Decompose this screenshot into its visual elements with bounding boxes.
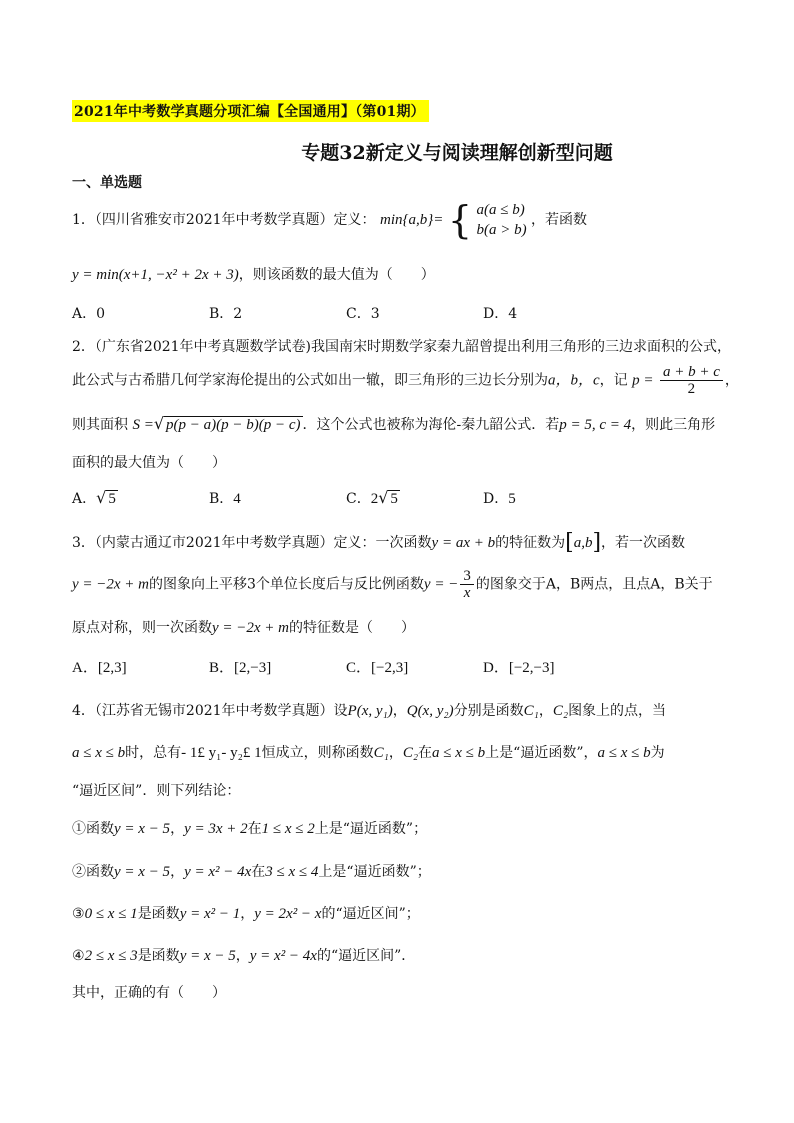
q3-options	[72, 656, 732, 677]
q2-p-end: ，	[724, 372, 739, 389]
q2-line-3	[72, 414, 715, 434]
q3-line-3	[72, 617, 415, 637]
q3-line-3-end: 的特征数是（ ）	[289, 620, 416, 636]
q2-line-3-mid: ．这个公式也被称为海伦-秦九韶公式．若	[302, 417, 560, 433]
q1-cases	[448, 200, 527, 240]
q2-line-4: 面积的最大值为（ ）	[72, 455, 226, 471]
q4-item-2: ②函数y = x − 5，y = x² − 4x在3 ≤ x ≤ 4上是“逼近函数”；	[72, 864, 431, 880]
q2-line-2-text: 此公式与古希腊几何学家海伦提出的公式如出一辙，即三角形的三边长分别为	[72, 372, 548, 389]
q2-line-1: 2．（广东省2021年中考真题数学试卷)我国南宋时期数学家秦九韶曾提出利用三角形的三边求面积的公式，	[72, 339, 731, 355]
q1-line-2	[72, 264, 435, 284]
q3-line-1	[72, 530, 685, 555]
q4-inequality: - 1£ y₁- y₂£ 1	[181, 745, 262, 761]
q4-sep: ，	[392, 703, 407, 719]
q2-line-2	[72, 364, 739, 397]
q1-options	[72, 303, 732, 323]
q2-cond: p = 5, c = 4	[559, 417, 632, 433]
q1-brace: {	[447, 198, 473, 242]
radical-icon: √	[378, 488, 389, 507]
q4-c1: C₁	[523, 703, 539, 719]
q2-options	[72, 488, 732, 508]
q4-cond: a ≤ x ≤ b	[72, 745, 126, 761]
q3-func-3: y = −2x + m	[212, 620, 290, 636]
q1-option-c[interactable]: C．3	[346, 306, 380, 322]
q2-line-2-mid: ，记	[599, 372, 628, 389]
q4-item-1: ①函数y = x − 5，y = 3x + 2在1 ≤ x ≤ 2上是“逼近函数”；	[72, 821, 428, 837]
q3-line-2-end: 的图象交于A，B两点，且点A，B关于	[475, 576, 713, 593]
q4-line-3: “逼近区间”．则下列结论：	[72, 783, 241, 799]
q2-p-fraction	[660, 364, 723, 397]
q3-inv-den: x	[463, 585, 471, 601]
q1-func: y = min(x+1, −x² + 2x + 3)	[72, 267, 239, 283]
q2-s-eq: S =	[132, 417, 154, 433]
q3-line-2-mid: 的图象向上平移3个单位长度后与反比例函数	[149, 576, 424, 593]
q1-ask: ，则该函数的最大值为（ ）	[238, 267, 435, 283]
q3-line-1-mid: 的特征数为	[495, 535, 566, 551]
q2-p-den: 2	[687, 381, 696, 397]
page-title: 专题32新定义与阅读理解创新型问题	[301, 142, 613, 164]
q3-option-c[interactable]: C．[−2,3]	[346, 660, 409, 676]
q2-line-3-pre: 则其面积	[72, 417, 128, 433]
q1-option-b[interactable]: B．2	[209, 306, 243, 322]
q3-option-d[interactable]: D．[−2,−3]	[483, 660, 555, 676]
q1-option-d[interactable]: D．4	[483, 306, 518, 322]
q3-feature: a,b	[573, 535, 593, 551]
q3-line-1-end: ，若一次函数	[601, 535, 686, 551]
q3-line-2	[72, 568, 713, 601]
q4-item-3: ③0 ≤ x ≤ 1是函数y = x² − 1，y = 2x² − x的“逼近区间”；	[72, 906, 420, 922]
q3-option-b[interactable]: B．[2,−3]	[209, 660, 272, 676]
q3-line-3-pre: 原点对称，则一次函数	[72, 620, 212, 636]
q2-radical-icon: √	[153, 414, 165, 433]
q1-def-lhs: min{a,b}=	[380, 212, 444, 228]
q4-line-1: 4．（江苏省无锡市2021年中考数学真题）设P(x, y₁)，Q(x, y₂)分别是函数C₁，C₂图象上的点，当	[72, 703, 667, 719]
q4-line-1-mid: 分别是函数	[453, 703, 524, 719]
q1-suffix: ，若函数	[531, 212, 588, 228]
q3-inv-fraction	[460, 568, 474, 601]
q1-case-2: b(a > b)	[476, 222, 527, 238]
q2-s-radicand: p(p − a)(p − b)(p − c)	[166, 417, 301, 433]
q3-bracket-open-icon: [	[565, 530, 574, 555]
q4-line-1-end: 图象上的点，当	[568, 703, 667, 719]
q3-line-1-pre: 3．（内蒙古通辽市2021年中考数学真题）定义：一次函数	[72, 535, 432, 551]
q4-point-q: Q(x, y₂)	[406, 703, 454, 719]
q2-line-3-end: ，则此三角形	[631, 417, 716, 433]
q1-line-1	[72, 200, 587, 240]
q3-func-2: y = −2x + m	[72, 576, 150, 593]
q3-bracket-close-icon: ]	[592, 530, 602, 555]
q3-option-a[interactable]: A．[2,3]	[72, 660, 127, 676]
q4-line-2: a ≤ x ≤ b时，总有- 1£ y₁- y₂£ 1恒成立，则称函数C₁，C₂在a ≤ x ≤ b上是“逼近函数”，a ≤ x ≤ b为	[72, 745, 665, 761]
q3-inv-pre: y = −	[423, 576, 459, 593]
q4-item-4: ④2 ≤ x ≤ 3是函数y = x − 5，y = x² − 4x的“逼近区间”．	[72, 948, 416, 964]
q2-option-a[interactable]: A．√ 5	[72, 488, 116, 507]
series-banner: 2021年中考数学真题分项汇编【全国通用】（第01期）	[72, 100, 429, 122]
q4-ask: 其中，正确的有（ ）	[72, 985, 226, 1001]
q1-prefix: 1．（四川省雅安市2021年中考数学真题）定义：	[72, 212, 376, 228]
q2-option-c[interactable]: C．2√ 5	[346, 488, 398, 507]
q3-inv-num: 3	[460, 568, 474, 585]
q4-c2: C₂	[552, 703, 569, 719]
radical-icon: √	[96, 488, 107, 507]
q2-p-num: a + b + c	[660, 364, 723, 381]
q1-option-a[interactable]: A．0	[72, 306, 106, 322]
q4-line-1-pre: 4．（江苏省无锡市2021年中考数学真题）设	[72, 703, 348, 719]
section-heading: 一、单选题	[72, 175, 142, 191]
q3-func-1: y = ax + b	[431, 535, 496, 551]
q2-vars: a，b，c	[548, 372, 600, 389]
q2-option-b[interactable]: B．4	[209, 491, 241, 507]
q2-option-d[interactable]: D．5	[483, 491, 516, 507]
q2-p-eq: p =	[632, 372, 654, 389]
q4-point-p: P(x, y₁)	[347, 703, 393, 719]
q1-case-1: a(a ≤ b)	[476, 202, 525, 218]
